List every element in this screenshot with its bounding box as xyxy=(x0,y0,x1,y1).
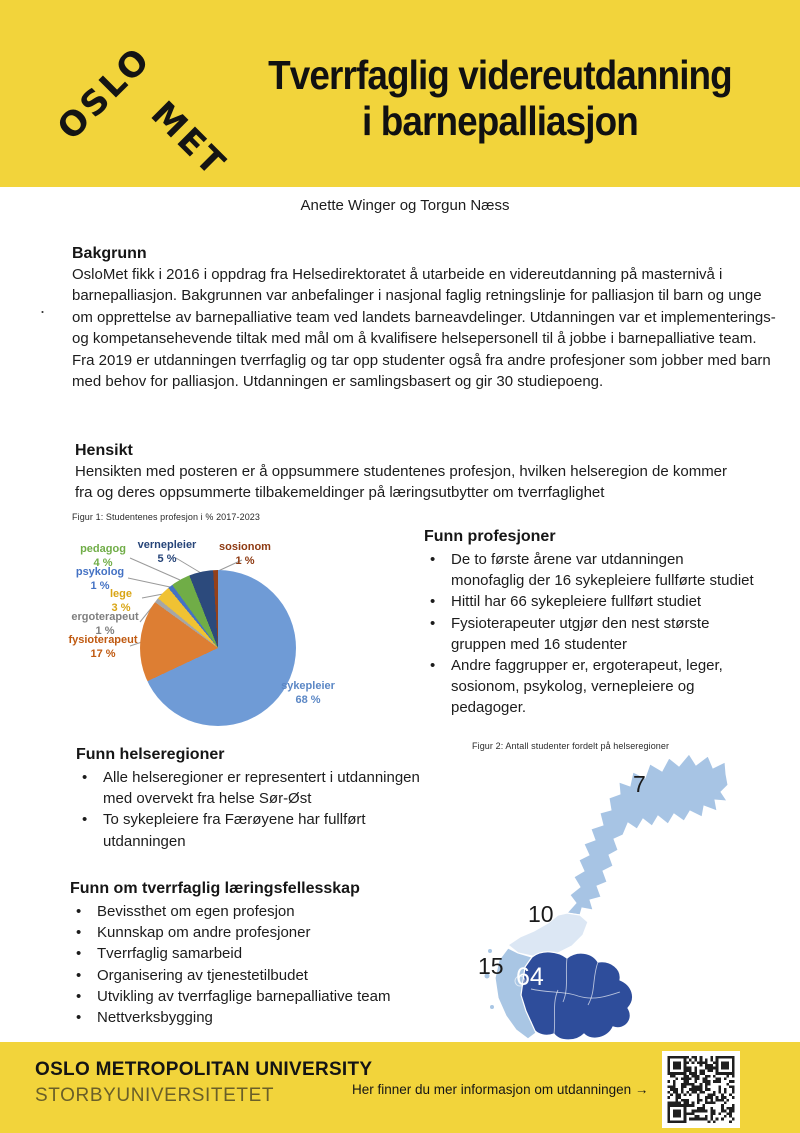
norway-region-map xyxy=(470,745,740,1045)
funn-profesjoner-heading: Funn profesjoner xyxy=(424,528,556,545)
section-hensikt xyxy=(75,440,730,504)
list-item: • Nettverksbygging xyxy=(70,1007,490,1028)
pie-label-ergoterapeut: ergoterapeut 1 % xyxy=(71,611,139,637)
hensikt-heading: Hensikt xyxy=(75,442,133,459)
section-funn-profesjoner xyxy=(424,526,756,719)
norway-map-svg xyxy=(470,745,740,1045)
more-info-link: Her finner du mer informasjon om utdanningen → xyxy=(352,1082,649,1097)
list-item: • Kunnskap om andre profesjoner xyxy=(70,922,490,943)
list-item: • Andre faggrupper er, ergoterapeut, leger, sosionom, psykolog, vernepleiere og pedagoger. xyxy=(424,655,756,719)
qr-code xyxy=(662,1051,740,1128)
section-bakgrunn xyxy=(72,243,782,392)
bakgrunn-heading: Bakgrunn xyxy=(72,245,147,262)
list-item: • Hittil har 66 sykepleiere fullført studiet xyxy=(424,591,756,612)
qr-code-svg xyxy=(667,1056,735,1123)
list-item: • Fysioterapeuter utgjør den nest største gruppen med 16 studenter xyxy=(424,613,756,655)
list-item: • De to første årene var utdanningen monofaglig der 16 sykepleiere fullførte studiet xyxy=(424,549,756,591)
page-title xyxy=(230,52,770,144)
profession-pie-chart xyxy=(58,528,418,740)
logo-text-oslo: OSLO xyxy=(49,38,160,149)
list-item: • Utvikling av tverrfaglige barnepalliative team xyxy=(70,986,490,1007)
university-name: OSLO METROPOLITAN UNIVERSITY xyxy=(35,1059,373,1080)
university-subtitle: STORBYUNIVERSITETET xyxy=(35,1085,275,1106)
pie-label-sykepleier: sykepleier 68 % xyxy=(281,680,335,706)
page-title-line1: Tverrfaglig videreutdanning xyxy=(268,52,732,98)
figure2-caption: Figur 2: Antall studenter fordelt på helseregioner xyxy=(472,741,670,751)
authors-line: Anette Winger og Torgun Næss xyxy=(300,197,510,214)
header-banner xyxy=(0,0,800,187)
list-item: • Bevissthet om egen profesjon xyxy=(70,901,490,922)
map-count-helse-sorost: 64 xyxy=(516,963,544,991)
pie-label-vernepleier: vernepleier 5 % xyxy=(137,539,197,565)
pie-label-lege: lege 3 % xyxy=(109,588,132,614)
list-item: • Organisering av tjenestetilbudet xyxy=(70,965,490,986)
pie-label-sosionom: sosionom 1 % xyxy=(219,541,271,567)
map-island xyxy=(490,1005,494,1009)
funn-tverrfaglig-list xyxy=(70,901,490,1028)
footer-banner xyxy=(0,1042,800,1133)
map-count-helse-nord: 7 xyxy=(633,771,646,797)
pie-label-fysioterapeut: fysioterapeut 17 % xyxy=(68,634,138,660)
funn-profesjoner-list xyxy=(424,549,756,719)
map-count-helse-vest: 15 xyxy=(478,953,504,979)
funn-helseregioner-heading: Funn helseregioner xyxy=(76,746,225,763)
pie-label-psykolog: psykolog 1 % xyxy=(75,566,125,592)
pie-label-pedagog: pedagog 4 % xyxy=(80,543,126,569)
section-funn-helseregioner xyxy=(76,744,421,852)
map-count-helse-midt: 10 xyxy=(528,901,554,927)
logo-text-met: MET xyxy=(142,93,235,186)
list-item: • To sykepleiere fra Færøyene har fullført utdanningen xyxy=(76,809,421,851)
funn-helseregioner-list xyxy=(76,767,421,852)
list-item: • Tverrfaglig samarbeid xyxy=(70,943,490,964)
map-region-helse-nord xyxy=(567,754,728,915)
stray-period-mark: . xyxy=(40,297,46,317)
bakgrunn-body: OsloMet fikk i 2016 i oppdrag fra Helsedirektoratet å utarbeide en videreutdanning på masternivå i barnepalliasjon. Bakgrunnen var anbefalinger i nasjonal faglig retningslinje for palliasjon til barn og unge om opprettelse av barnepalliative team ved landets barneavdelinger. Utdanningen var et implementerings- og kompetansehevende tiltak med mål om å kvalifisere helsepersonell til å jobbe i barnepalliative team. Fra 2019 er utdanningen tverrfaglig og tar opp studenter også fra andre profesjoner som jobber med barn med behov for palliasjon. Utdanningen er samlingsbasert og gir 30 studiepoeng. xyxy=(72,266,776,391)
hensikt-body: Hensikten med posteren er å oppsummere studentenes profesjon, hvilken helseregion de kommer fra og deres oppsummerte tilbakemeldinger på læringsutbytter om tverrfaglighet xyxy=(75,463,728,502)
figure1-caption: Figur 1: Studentenes profesjon i % 2017-2023 xyxy=(72,512,261,522)
funn-tverrfaglig-heading: Funn om tverrfaglig læringsfellesskap xyxy=(70,880,360,897)
section-funn-tverrfaglig xyxy=(70,878,490,1028)
list-item: • Alle helseregioner er representert i utdanningen med overvekt fra helse Sør-Øst xyxy=(76,767,421,809)
oslomet-logo xyxy=(28,26,238,186)
profession-pie xyxy=(140,570,296,726)
page-title-line2: i barnepalliasjon xyxy=(362,98,638,144)
